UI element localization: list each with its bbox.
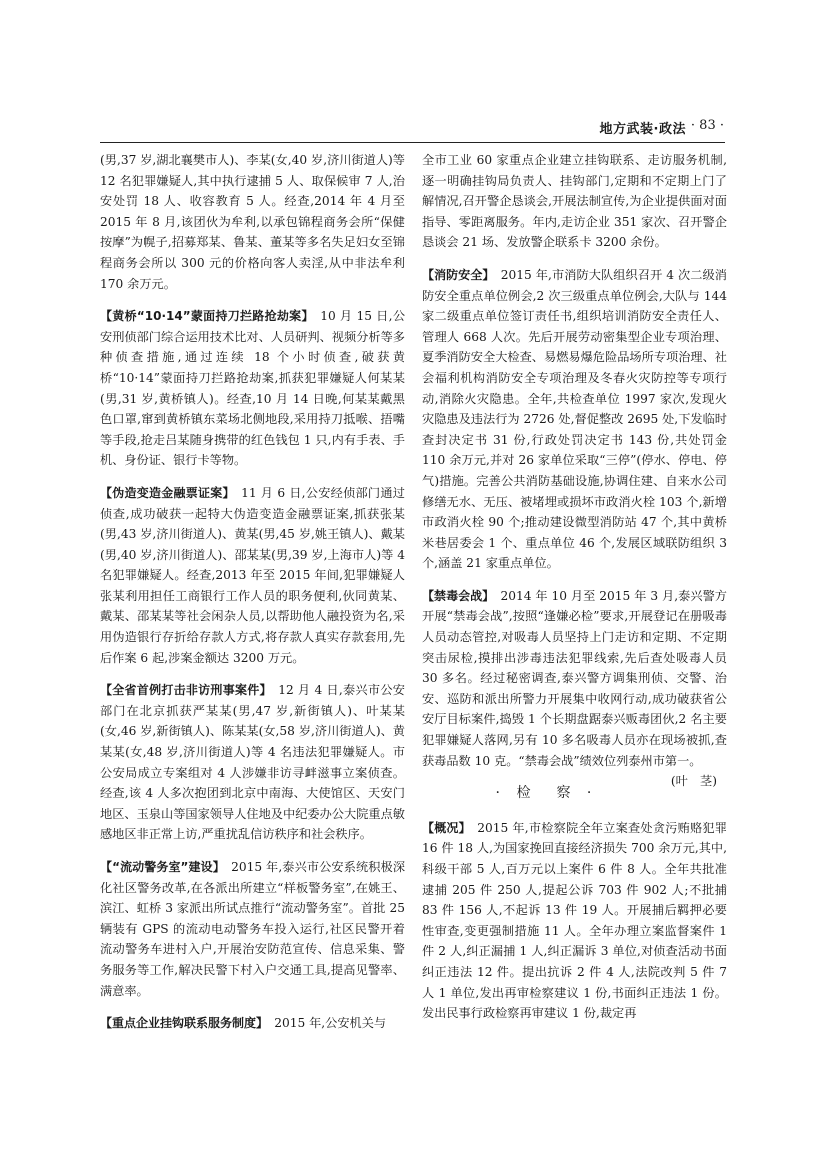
header-rule bbox=[100, 142, 725, 143]
paragraph bbox=[422, 586, 727, 789]
paragraph-heading: 【概况】 bbox=[422, 820, 465, 835]
paragraph bbox=[422, 265, 727, 574]
paragraph bbox=[100, 680, 405, 845]
paragraph-text: 2015 年,市检察院全年立案查处贪污贿赂犯罪 16 件 18 人,为国家挽回直接经济损失 700 余万元,其中,科级干部 5 人,百万元以上案件 6 件 8 人。全年共批准逮捕 205 件 250 人,提起公诉 703 件 902 人;不批捕 83 件 156 人,不起诉 13 件 19 人。开展捕后羁押必要性审查,变更强制措施 11 人。全年办理立案监督案件 1 件 2 人,纠正漏捕 1 人,纠正漏诉 3 单位,对侦查活动书面纠正违法 12 件。提出抗诉 2 件 4 人,法院改判 5 件 7 人 1 单位,发出再审检察建议 1 份,书面纠正违法 1 份。发出民事行政检察再审建议 1 份,裁定再 bbox=[422, 820, 727, 1021]
paragraph-heading: 【全省首例打击非访刑事案件】 bbox=[100, 683, 266, 698]
section-name: 地方武装·政法 bbox=[599, 122, 686, 137]
paragraph-text: 10 月 15 日,公安刑侦部门综合运用技术比对、人员研判、视频分析等多种侦查措施,通过连续 18 个小时侦查,破获黄桥“10·14”蒙面持刀拦路抢劫案,抓获犯罪嫌疑人何某某(男,31 岁,黄桥镇人)。经查,10 月 14 日晚,何某某戴黑色口罩,窜到黄桥镇东菜场北侧地段,采用持刀抵喉、捂嘴等手段,抢走吕某随身携带的红色钱包 1 只,内有手表、手机、身份证、银行卡等物。 bbox=[100, 309, 406, 468]
left-column bbox=[100, 150, 405, 1046]
paragraph-text: 11 月 6 日,公安经侦部门通过侦查,成功破获一起特大伪造变造金融票证案,抓获张某(男,43 岁,济川街道人)、黄某(男,45 岁,姚王镇人)、戴某(男,40 岁,济川街道人)、邵某某(男,39 岁,上海市人)等 4 名犯罪嫌疑人。经查,2013 年至 2015 年间,犯罪嫌疑人张某利用担任工商银行工作人员的职务便利,伙同黄某、戴某、邵某某等社会闲杂人员,以帮助他人融投资为名,采用伪造银行存折给存款人方式,将存款人真实存款套用,先后作案 6 起,涉案金额达 3200 万元。 bbox=[100, 485, 405, 665]
paragraph bbox=[100, 857, 405, 1001]
paragraph-text: 2015 年,公安机关与 bbox=[274, 1016, 387, 1031]
paragraph bbox=[100, 483, 405, 668]
author-credit: (叶 茎) bbox=[670, 774, 717, 789]
section-title: · 检 察 · bbox=[495, 785, 598, 802]
paragraph-heading: 【伪造变造金融票证案】 bbox=[100, 485, 229, 500]
paragraph-text: 全市工业 60 家重点企业建立挂钩联系、走访服务机制,逐一明确挂钩局负责人、挂钩部门,定期和不定期上门了解情况,召开警企恳谈会,开展法制宣传,为企业提供面对面指导、零距离服务。年内,走访企业 351 家次、召开警企恳谈会 21 场、发放警企联系卡 3200 余份。 bbox=[422, 153, 727, 250]
paragraph bbox=[100, 150, 405, 294]
paragraph-text: 2015 年,泰兴市公安系统积极深化社区警务改革,在各派出所建立“样板警务室”,在姚王、滨江、虹桥 3 家派出所试点推行“流动警务室”。首批 25 辆装有 GPS 的流动电动警务车投入运行,社区民警开着流动警务车进村入户,开展治安防范宣传、信息采集、警务服务等工作,解决民警下村入户交通工具,提高见警率、满意率。 bbox=[100, 860, 406, 998]
running-header bbox=[100, 116, 724, 138]
paragraph-text: (男,37 岁,湖北襄樊市人)、李某(女,40 岁,济川街道人)等 12 名犯罪嫌疑人,其中执行逮捕 5 人、取保候审 7 人,治安处罚 18 人、收容教育 5 人。经查,2014 年 4 月至 2015 年 8 月,该团伙为牟利,以承包锦程商务会所“保健按摩”为幌子,招募郑某、鲁某、董某等多名失足妇女至锦程商务会所以 300 元的价格向客人卖淫,从中非法牟利 170 余万元。 bbox=[100, 153, 405, 291]
paragraph-heading: 【禁毒会战】 bbox=[422, 588, 489, 603]
paragraph-heading: 【消防安全】 bbox=[422, 267, 489, 282]
paragraph bbox=[100, 306, 405, 471]
paragraph-text: 2014 年 10 月至 2015 年 3 月,泰兴警方开展“禁毒会战”,按照“逢嫌必检”要求,开展登记在册吸毒人员动态管控,对吸毒人员坚持上门走访和定期、不定期突击尿检,摸排出涉毒违法犯罪线索,先后查处吸毒人员 30 多名。经过秘密调查,泰兴警方调集刑侦、交警、治安、巡防和派出所警力开展集中收网行动,成功破获省公安厅目标案件,捣毁 1 个长期盘踞泰兴贩毒团伙,2 名主要犯罪嫌疑人落网,另有 10 多名吸毒人员亦在现场被抓,查获毒品数 10 克。“禁毒会战”绩效位列泰州市第一。 bbox=[422, 588, 727, 768]
paragraph-text: 12 月 4 日,泰兴市公安部门在北京抓获严某某(男,47 岁,新街镇人)、叶某某(女,46 岁,新街镇人)、陈某某(女,58 岁,济川街道人)、黄某某(女,48 岁,济川街道人)等 4 名违法犯罪嫌疑人。市公安局成立专案组对 4 人涉嫌非访寻衅滋事立案侦查。经查,该 4 人多次抱团到北京中南海、大使馆区、天安门地区、玉泉山等国家领导人住地及中纪委办公大院重点敏感地区非正常上访,严重扰乱信访秩序和社会秩序。 bbox=[100, 683, 405, 842]
page-number: · 83 · bbox=[690, 118, 724, 133]
paragraph-heading: 【黄桥“10·14”蒙面持刀拦路抢劫案】 bbox=[100, 309, 308, 324]
right-column bbox=[422, 150, 727, 1036]
paragraph-heading: 【“流动警务室”建设】 bbox=[100, 860, 219, 874]
paragraph-heading: 【重点企业挂钩联系服务制度】 bbox=[100, 1016, 263, 1031]
paragraph bbox=[100, 1013, 405, 1034]
paragraph-text: 2015 年,市消防大队组织召开 4 次二级消防安全重点单位例会,2 次三级重点单位例会,大队与 144 家二级重点单位签订责任书,组织培训消防安全责任人、管理人 668 人次。先后开展劳动密集型企业专项治理、夏季消防安全大检查、易燃易爆危险品场所专项治理、社会福利机构消防安全专项治理及冬春火灾防控等专项行动,消除火灾隐患。全年,共检查单位 1997 家次,发现火灾隐患及违法行为 2726 处,督促整改 2695 处,下发临时查封决定书 31 份,行政处罚决定书 143 份,共处罚金 110 余万元,并对 26 家单位采取“三停”(停水、停电、停气)措施。完善公共消防基础设施,协调住建、自来水公司修缮无水、无压、被堵埋或损坏市政消火栓 103 个,新增市政消火栓 90 个;推动建设微型消防站 47 个,其中黄桥米巷居委会 1 个、重点单位 46 个,发展区域联防组织 3 个,涵盖 21 家重点单位。 bbox=[422, 267, 727, 571]
paragraph bbox=[422, 818, 727, 1024]
paragraph bbox=[422, 150, 727, 253]
